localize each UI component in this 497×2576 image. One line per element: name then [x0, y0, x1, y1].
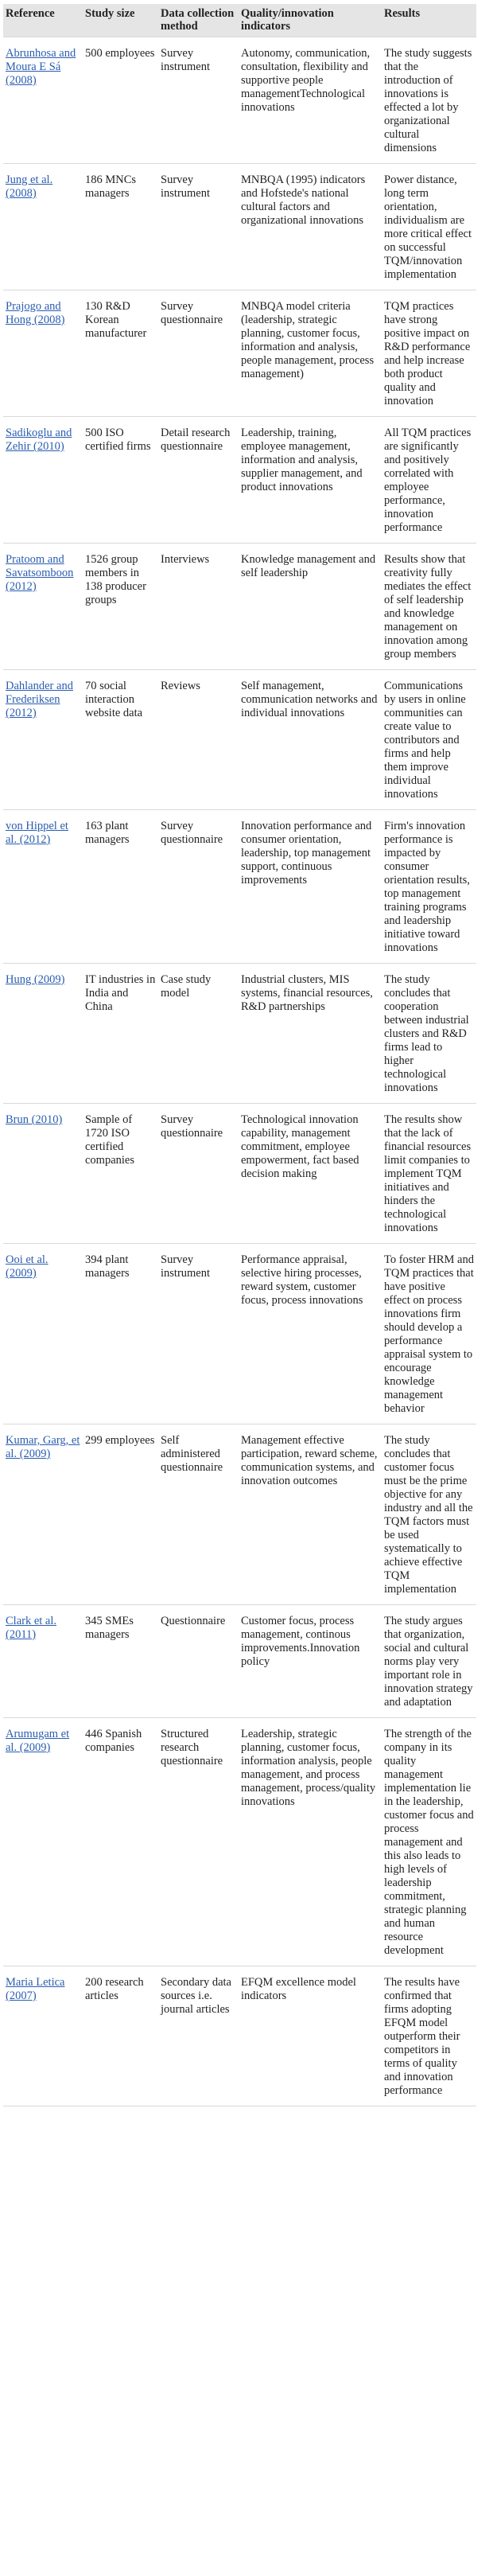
cell-results: Power distance, long term orientation, individualism are more critical effect on successful TQM/innovation implementation — [382, 164, 476, 290]
cell-indicators: Autonomy, communication, consultation, flexibility and supportive people managementTechnological innovations — [239, 37, 382, 164]
cell-results: To foster HRM and TQM practices that have positive effect on process innovations firm should develop a performance appraisal system to encourage knowledge management behavior — [382, 1244, 476, 1424]
reference-link[interactable]: Pratoom and Savatsomboon (2012) — [6, 553, 74, 593]
cell-method: Interviews — [158, 544, 239, 670]
reference-link[interactable]: Brun (2010) — [6, 1113, 63, 1126]
cell-indicators: Self management, communication networks and individual innovations — [239, 670, 382, 810]
cell-indicators: Leadership, training, employee management, information and analysis, supplier management, and product innovations — [239, 417, 382, 544]
reference-link[interactable]: Jung et al. (2008) — [6, 173, 53, 200]
cell-indicators: MNBQA (1995) indicators and Hofstede's national cultural factors and organizational innovations — [239, 164, 382, 290]
table-row — [3, 1104, 476, 1244]
cell-reference — [3, 164, 83, 290]
cell-reference — [3, 37, 83, 164]
table-row — [3, 1718, 476, 1966]
cell-study-size: 163 plant managers — [83, 810, 158, 964]
cell-results: The study argues that organization, social and cultural norms play very important role in innovation strategy and adaptation — [382, 1605, 476, 1718]
reference-link[interactable]: Ooi et al. (2009) — [6, 1253, 49, 1280]
reference-link[interactable]: Sadikoglu and Zehir (2010) — [6, 427, 72, 453]
cell-method: Secondary data sources i.e. journal articles — [158, 1966, 239, 2106]
cell-method: Reviews — [158, 670, 239, 810]
table-row — [3, 1605, 476, 1718]
cell-method: Self administered questionnaire — [158, 1424, 239, 1605]
reference-link[interactable]: von Hippel et al. (2012) — [6, 820, 68, 846]
cell-reference — [3, 1104, 83, 1244]
table-row — [3, 1424, 476, 1605]
header-study-size: Study size — [85, 7, 135, 20]
cell-study-size: 500 employees — [83, 37, 158, 164]
cell-results: TQM practices have strong positive impact on R&D performance and help increase both product quality and innovation — [382, 290, 476, 417]
cell-reference — [3, 417, 83, 544]
reference-link[interactable]: Kumar, Garg, et al. (2009) — [6, 1434, 80, 1460]
cell-indicators: Customer focus, process management, continous improvements.Innovation policy — [239, 1605, 382, 1718]
cell-results: The study concludes that customer focus must be the prime objective for any industry and all the TQM factors must be used systematically to achieve effective TQM implementation — [382, 1424, 476, 1605]
cell-results: The results show that the lack of financial resources limit companies to implement TQM initiatives and hinders the technological innovations — [382, 1104, 476, 1244]
cell-study-size: 1526 group members in 138 producer groups — [83, 544, 158, 670]
cell-reference — [3, 544, 83, 670]
cell-study-size: IT industries in India and China — [83, 964, 158, 1104]
cell-method: Structured research questionnaire — [158, 1718, 239, 1966]
cell-results: The study concludes that cooperation between industrial clusters and R&D firms lead to higher technological innovations — [382, 964, 476, 1104]
table-row — [3, 1244, 476, 1424]
cell-study-size: Sample of 1720 ISO certified companies — [83, 1104, 158, 1244]
cell-reference — [3, 1718, 83, 1966]
cell-study-size: 200 research articles — [83, 1966, 158, 2106]
cell-results: All TQM practices are significantly and positively correlated with employee performance, innovation performance — [382, 417, 476, 544]
cell-reference — [3, 1244, 83, 1424]
cell-reference — [3, 964, 83, 1104]
cell-method: Case study model — [158, 964, 239, 1104]
header-data-collection-method: Data collection method — [161, 7, 235, 33]
table-row — [3, 670, 476, 810]
cell-method: Survey questionnaire — [158, 1104, 239, 1244]
table-row — [3, 37, 476, 164]
cell-indicators: Leadership, strategic planning, customer focus, information analysis, people management, and process management, process/quality innovations — [239, 1718, 382, 1966]
table-row — [3, 290, 476, 417]
table-row — [3, 164, 476, 290]
cell-results: Results show that creativity fully mediates the effect of self leadership and knowledge management on innovation among group members — [382, 544, 476, 670]
cell-reference — [3, 810, 83, 964]
cell-indicators: MNBQA model criteria (leadership, strategic planning, customer focus, information and analysis, people management, process management) — [239, 290, 382, 417]
cell-indicators: Industrial clusters, MIS systems, financial resources, R&D partnerships — [239, 964, 382, 1104]
reference-link[interactable]: Abrunhosa and Moura E Sá (2008) — [6, 47, 76, 87]
cell-method: Survey instrument — [158, 1244, 239, 1424]
reference-link[interactable]: Hung (2009) — [6, 973, 65, 986]
cell-reference — [3, 290, 83, 417]
cell-method: Detail research questionnaire — [158, 417, 239, 544]
cell-study-size: 345 SMEs managers — [83, 1605, 158, 1718]
cell-method: Survey instrument — [158, 37, 239, 164]
literature-review-table — [3, 4, 476, 2106]
header-results: Results — [384, 7, 421, 20]
reference-link[interactable]: Dahlander and Frederiksen (2012) — [6, 680, 73, 719]
cell-method: Questionnaire — [158, 1605, 239, 1718]
cell-reference — [3, 1966, 83, 2106]
cell-reference — [3, 670, 83, 810]
cell-indicators: Innovation performance and consumer orientation, leadership, top management support, continuous improvements — [239, 810, 382, 964]
cell-reference — [3, 1605, 83, 1718]
cell-study-size: 70 social interaction website data — [83, 670, 158, 810]
cell-study-size: 394 plant managers — [83, 1244, 158, 1424]
table-row — [3, 1966, 476, 2106]
cell-indicators: EFQM excellence model indicators — [239, 1966, 382, 2106]
table-body — [3, 37, 476, 2106]
table-row — [3, 810, 476, 964]
cell-indicators: Knowledge management and self leadership — [239, 544, 382, 670]
header-reference: Reference — [6, 7, 55, 20]
cell-results: The strength of the company in its quality management implementation lie in the leadership, customer focus and process management and this also leads to high levels of leadership commitment, strategic planning and human resource development — [382, 1718, 476, 1966]
cell-results: The study suggests that the introduction of innovations is effected a lot by organizational cultural dimensions — [382, 37, 476, 164]
cell-study-size: 500 ISO certified firms — [83, 417, 158, 544]
cell-study-size: 446 Spanish companies — [83, 1718, 158, 1966]
cell-indicators: Management effective participation, reward scheme, communication systems, and innovation outcomes — [239, 1424, 382, 1605]
cell-results: Firm's innovation performance is impacted by consumer orientation results, top management training programs and leadership initiative toward innovations — [382, 810, 476, 964]
cell-method: Survey questionnaire — [158, 290, 239, 417]
cell-results: Communications by users in online communities can create value to contributors and firms and help them improve individual innovations — [382, 670, 476, 810]
cell-method: Survey instrument — [158, 164, 239, 290]
cell-study-size: 130 R&D Korean manufacturer — [83, 290, 158, 417]
cell-results: The results have confirmed that firms adopting EFQM model outperform their competitors in terms of quality and innovation performance — [382, 1966, 476, 2106]
cell-study-size: 299 employees — [83, 1424, 158, 1605]
header-indicators: Quality/innovation indicators — [241, 7, 334, 33]
cell-indicators: Technological innovation capability, management commitment, employee empowerment, fact based decision making — [239, 1104, 382, 1244]
cell-method: Survey questionnaire — [158, 810, 239, 964]
cell-study-size: 186 MNCs managers — [83, 164, 158, 290]
reference-link[interactable]: Arumugam et al. (2009) — [6, 1728, 70, 1754]
table-row — [3, 544, 476, 670]
cell-reference — [3, 1424, 83, 1605]
reference-link[interactable]: Clark et al. (2011) — [6, 1615, 57, 1641]
cell-indicators: Performance appraisal, selective hiring processes, reward system, customer focus, process innovations — [239, 1244, 382, 1424]
table-row — [3, 417, 476, 544]
table-header — [3, 4, 476, 37]
table-row — [3, 964, 476, 1104]
reference-link[interactable]: Maria Letica (2007) — [6, 1976, 65, 2002]
header-row — [3, 4, 476, 37]
reference-link[interactable]: Prajogo and Hong (2008) — [6, 300, 65, 326]
